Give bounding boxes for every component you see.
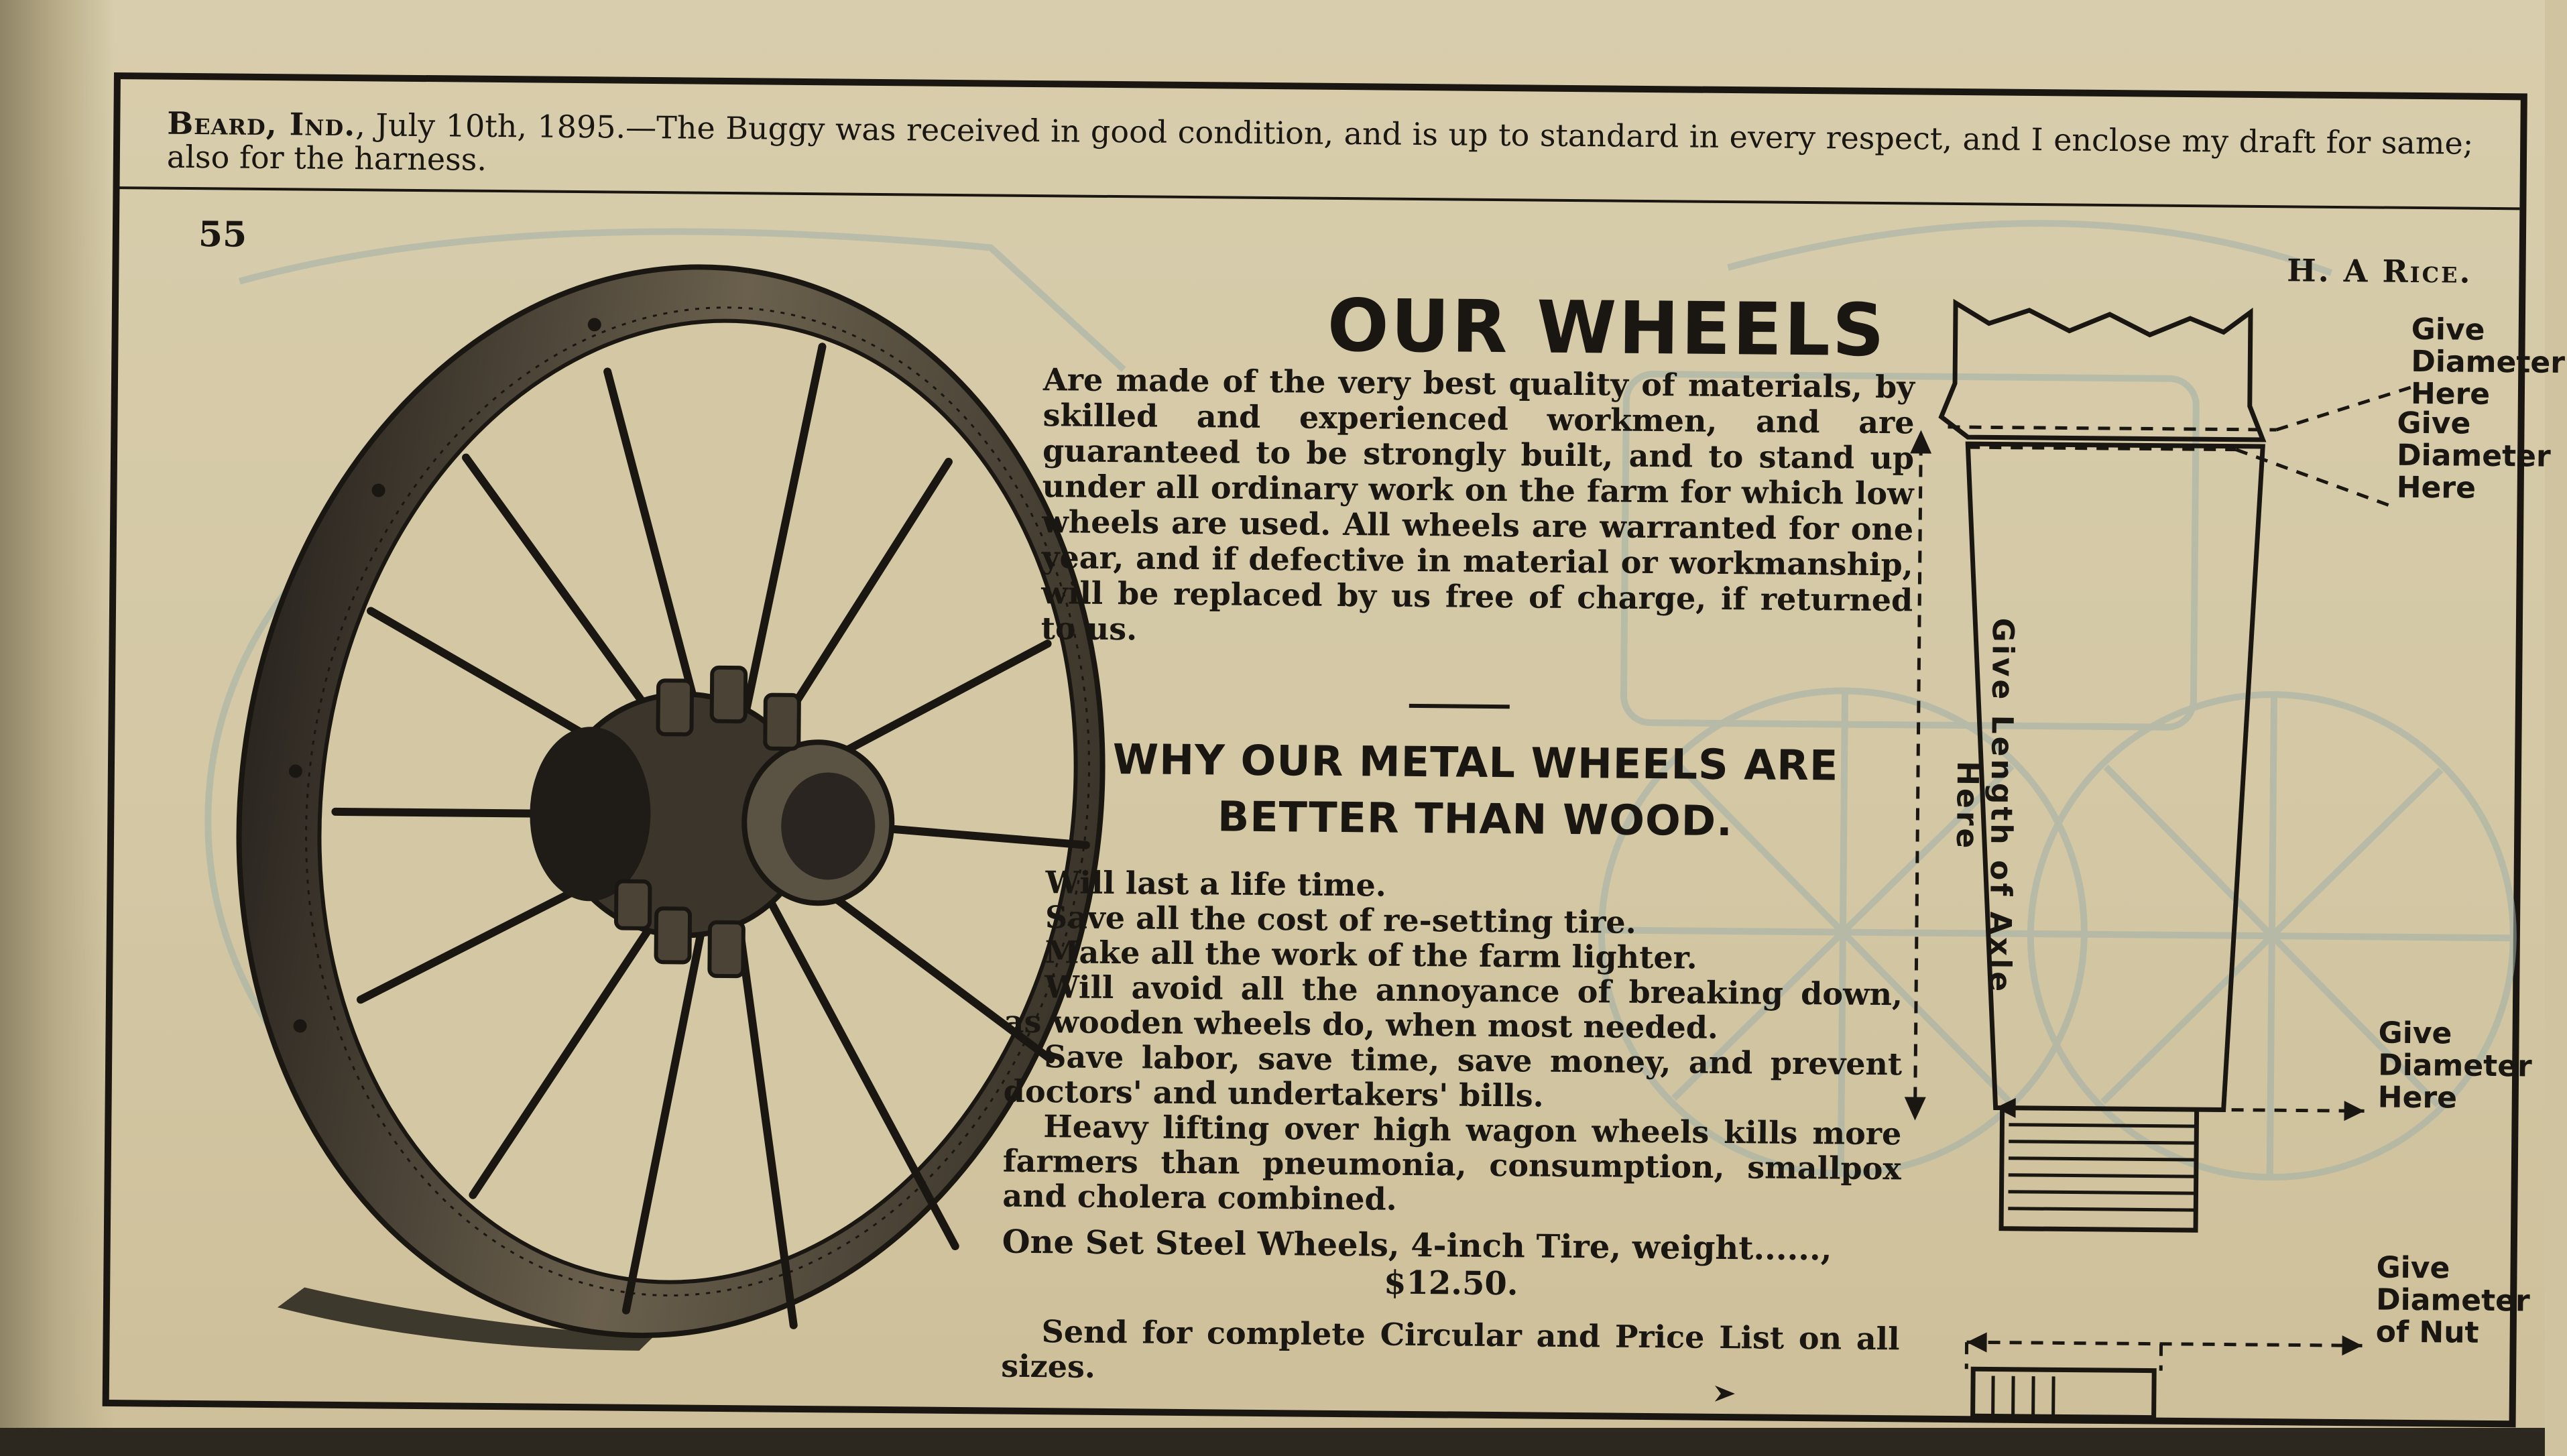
reason-item: Will avoid all the annoyance of breaking down, as wooden wheels do, when most needed. bbox=[1004, 969, 1903, 1046]
reason-item: Save all the cost of re-setting tire. bbox=[1044, 899, 1636, 941]
label-diameter-top bbox=[2411, 314, 2566, 412]
send-note: Send for complete Circular and Price List on all sizes. bbox=[1000, 1313, 1900, 1385]
offer-price: $12.50. bbox=[1383, 1264, 1518, 1303]
page-number: 55 bbox=[198, 214, 247, 255]
offer-line: One Set Steel Wheels, 4-inch Tire, weight......, bbox=[1002, 1223, 1832, 1268]
testimonial-signature: H. A Rice. bbox=[2287, 252, 2472, 290]
label-diameter-second-line1: Give Diameter bbox=[2396, 406, 2551, 474]
label-nut-diameter-line1: Give Diameter bbox=[2375, 1250, 2530, 1319]
label-nut-diameter-line2: of Nut bbox=[2375, 1315, 2479, 1350]
label-nut-diameter bbox=[2376, 1252, 2531, 1350]
label-diameter-bottom-line2: Here bbox=[2377, 1080, 2458, 1115]
testimonial-text: , July 10th, 1895.—The Buggy was received in good condition, and is up to standard in every respect, and I enclose my draft for same; also for the harness. bbox=[166, 107, 2474, 178]
label-axle-length: Give Length of Axle Here bbox=[1949, 617, 2021, 995]
scan-edge-strip bbox=[0, 1428, 2545, 1456]
label-diameter-second bbox=[2397, 408, 2552, 505]
reason-item: Make all the work of the farm lighter. bbox=[1044, 934, 1697, 976]
pointer-mark-icon bbox=[1712, 1380, 1738, 1407]
label-diameter-top-line2: Here bbox=[2410, 376, 2491, 412]
price-offer bbox=[1002, 1223, 1901, 1307]
intro-paragraph: Are made of the very best quality of materials, by skilled and experienced workmen, and are guaranteed to be strongly built, and to stand up under all ordinary work on the farm for which low wheels are used. All wheels are warranted for one year, and if defective in material or workmanship, will be replaced by us free of charge, if returned to us. bbox=[1040, 361, 1915, 648]
subheading bbox=[999, 731, 1952, 851]
section-divider bbox=[1409, 704, 1510, 709]
reason-item: Heavy lifting over high wagon wheels kills more farmers than pneumonia, consumption, smallpox and cholera combined. bbox=[1002, 1108, 1902, 1217]
subheading-line-2: BETTER THAN WOOD. bbox=[1217, 792, 1734, 846]
reason-item: Will last a life time. bbox=[1045, 864, 1386, 904]
label-diameter-bottom-line1: Give Diameter bbox=[2377, 1016, 2532, 1084]
reason-item: Save labor, save time, save money, and prevent doctors' and undertakers' bills. bbox=[1003, 1038, 1903, 1114]
label-diameter-top-line1: Give Diameter bbox=[2411, 312, 2566, 380]
page-gutter-shadow bbox=[0, 0, 114, 1456]
testimonial-place: Beard, Ind. bbox=[167, 105, 356, 143]
label-diameter-second-line2: Here bbox=[2396, 470, 2476, 505]
reasons-list bbox=[1002, 865, 1903, 1221]
advertisement-panel bbox=[103, 72, 2566, 1427]
label-diameter-bottom bbox=[2378, 1018, 2533, 1115]
title: OUR WHEELS bbox=[1327, 284, 1887, 373]
subheading-line-1: WHY OUR METAL WHEELS ARE bbox=[1112, 735, 1839, 790]
